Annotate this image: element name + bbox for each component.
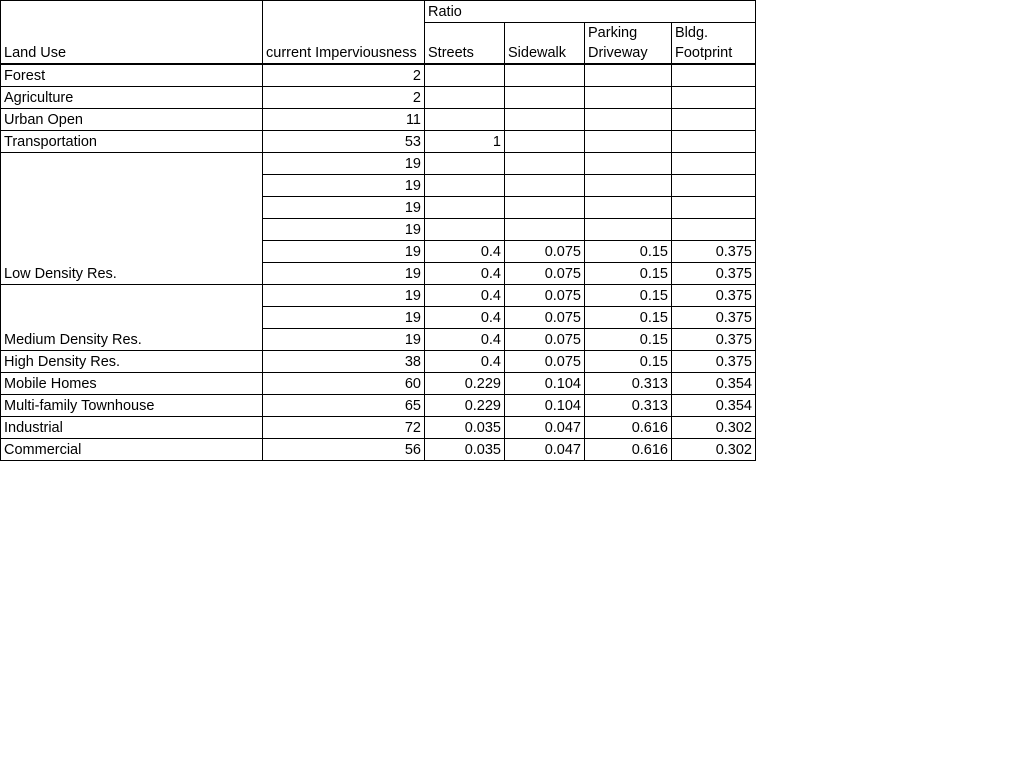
cell-land-use[interactable]: Urban Open [1, 109, 263, 131]
cell-parking[interactable]: 0.15 [585, 241, 672, 263]
table-row [1, 417, 756, 439]
cell-sidewalk[interactable]: 0.075 [505, 329, 585, 351]
cell-parking[interactable]: 0.313 [585, 373, 672, 395]
cell-impervious[interactable]: 19 [263, 285, 425, 307]
cell-streets[interactable]: 0.229 [425, 395, 505, 417]
cell-streets[interactable]: 0.4 [425, 307, 505, 329]
header-bldg-line2: Footprint [675, 45, 733, 61]
cell-bldg[interactable] [672, 197, 756, 219]
cell-bldg[interactable] [672, 219, 756, 241]
cell-bldg[interactable]: 0.375 [672, 241, 756, 263]
cell-bldg[interactable]: 0.375 [672, 285, 756, 307]
cell-streets[interactable]: 0.4 [425, 329, 505, 351]
cell-bldg[interactable]: 0.302 [672, 417, 756, 439]
cell-bldg[interactable] [672, 109, 756, 131]
cell-sidewalk[interactable]: 0.104 [505, 373, 585, 395]
cell-parking[interactable] [585, 197, 672, 219]
cell-impervious[interactable]: 11 [263, 109, 425, 131]
cell-land-use[interactable]: Industrial [1, 417, 263, 439]
cell-sidewalk[interactable]: 0.047 [505, 417, 585, 439]
cell-land-use-low-density[interactable]: Low Density Res. [1, 153, 263, 285]
cell-sidewalk[interactable] [505, 197, 585, 219]
cell-bldg[interactable]: 0.375 [672, 263, 756, 285]
cell-streets[interactable] [425, 175, 505, 197]
cell-sidewalk[interactable]: 0.104 [505, 395, 585, 417]
table-row [1, 351, 756, 373]
table-row [1, 373, 756, 395]
cell-bldg[interactable]: 0.302 [672, 439, 756, 461]
cell-land-use[interactable]: Multi-family Townhouse [1, 395, 263, 417]
cell-bldg[interactable]: 0.354 [672, 373, 756, 395]
cell-streets[interactable] [425, 109, 505, 131]
table-row [1, 395, 756, 417]
cell-bldg[interactable]: 0.375 [672, 307, 756, 329]
cell-impervious[interactable]: 2 [263, 87, 425, 109]
cell-sidewalk[interactable]: 0.075 [505, 241, 585, 263]
header-impervious[interactable]: current Imperviousness [263, 1, 425, 65]
header-parking-line1: Parking [588, 25, 638, 41]
cell-sidewalk[interactable] [505, 175, 585, 197]
cell-streets[interactable] [425, 197, 505, 219]
cell-land-use[interactable]: Forest [1, 64, 263, 87]
cell-bldg[interactable] [672, 175, 756, 197]
cell-sidewalk[interactable]: 0.075 [505, 285, 585, 307]
cell-bldg[interactable] [672, 153, 756, 175]
cell-impervious[interactable]: 2 [263, 64, 425, 87]
cell-streets[interactable]: 0.229 [425, 373, 505, 395]
cell-parking[interactable] [585, 175, 672, 197]
table-row [1, 131, 756, 153]
cell-impervious[interactable]: 19 [263, 263, 425, 285]
header-bldg-line1: Bldg. [675, 25, 709, 41]
cell-impervious[interactable]: 72 [263, 417, 425, 439]
cell-land-use[interactable]: Transportation [1, 131, 263, 153]
cell-impervious[interactable]: 19 [263, 153, 425, 175]
cell-streets[interactable]: 0.4 [425, 351, 505, 373]
cell-impervious[interactable]: 19 [263, 197, 425, 219]
cell-streets[interactable]: 1 [425, 131, 505, 153]
cell-streets[interactable]: 0.035 [425, 417, 505, 439]
cell-parking[interactable] [585, 131, 672, 153]
cell-impervious[interactable]: 53 [263, 131, 425, 153]
cell-sidewalk[interactable] [505, 64, 585, 87]
cell-bldg[interactable]: 0.354 [672, 395, 756, 417]
cell-sidewalk[interactable] [505, 87, 585, 109]
cell-parking[interactable] [585, 153, 672, 175]
cell-bldg[interactable] [672, 87, 756, 109]
cell-sidewalk[interactable]: 0.075 [505, 263, 585, 285]
cell-parking[interactable]: 0.616 [585, 439, 672, 461]
cell-impervious[interactable]: 60 [263, 373, 425, 395]
cell-impervious[interactable]: 56 [263, 439, 425, 461]
cell-sidewalk[interactable] [505, 153, 585, 175]
cell-parking[interactable] [585, 109, 672, 131]
cell-parking[interactable]: 0.15 [585, 351, 672, 373]
cell-parking[interactable]: 0.15 [585, 285, 672, 307]
header-land-use[interactable]: Land Use [1, 1, 263, 65]
cell-land-use[interactable]: Commercial [1, 439, 263, 461]
cell-sidewalk[interactable] [505, 131, 585, 153]
cell-parking[interactable]: 0.15 [585, 329, 672, 351]
header-streets[interactable] [425, 23, 505, 65]
cell-parking[interactable]: 0.15 [585, 263, 672, 285]
header-parking-driveway[interactable] [585, 23, 672, 65]
cell-impervious[interactable]: 19 [263, 329, 425, 351]
cell-streets[interactable]: 0.4 [425, 263, 505, 285]
cell-impervious[interactable]: 19 [263, 175, 425, 197]
cell-streets[interactable] [425, 219, 505, 241]
header-bldg-footprint[interactable] [672, 23, 756, 65]
header-ratio[interactable]: Ratio [425, 1, 756, 23]
table-row [1, 64, 756, 87]
table-row [1, 109, 756, 131]
cell-land-use-medium-density[interactable]: Medium Density Res. [1, 285, 263, 351]
cell-impervious[interactable]: 38 [263, 351, 425, 373]
cell-bldg[interactable] [672, 64, 756, 87]
land-use-table [0, 0, 756, 461]
cell-land-use[interactable]: Mobile Homes [1, 373, 263, 395]
cell-impervious[interactable]: 65 [263, 395, 425, 417]
cell-land-use[interactable]: High Density Res. [1, 351, 263, 373]
cell-streets[interactable]: 0.4 [425, 241, 505, 263]
table-row [1, 285, 756, 307]
cell-sidewalk[interactable] [505, 219, 585, 241]
header-row-1 [1, 1, 756, 23]
cell-sidewalk[interactable]: 0.075 [505, 307, 585, 329]
cell-sidewalk[interactable]: 0.075 [505, 351, 585, 373]
cell-streets[interactable] [425, 64, 505, 87]
cell-sidewalk[interactable]: 0.047 [505, 439, 585, 461]
header-parking-line2: Driveway [588, 45, 648, 61]
cell-bldg[interactable]: 0.375 [672, 351, 756, 373]
cell-bldg[interactable] [672, 131, 756, 153]
cell-bldg[interactable]: 0.375 [672, 329, 756, 351]
header-sidewalk-label: Sidewalk [508, 45, 567, 61]
cell-parking[interactable] [585, 87, 672, 109]
cell-impervious[interactable]: 19 [263, 307, 425, 329]
cell-parking[interactable]: 0.15 [585, 307, 672, 329]
cell-impervious[interactable]: 19 [263, 219, 425, 241]
cell-streets[interactable]: 0.035 [425, 439, 505, 461]
cell-streets[interactable] [425, 87, 505, 109]
cell-parking[interactable] [585, 219, 672, 241]
cell-land-use[interactable]: Agriculture [1, 87, 263, 109]
header-streets-label: Streets [428, 45, 474, 61]
cell-parking[interactable]: 0.616 [585, 417, 672, 439]
cell-streets[interactable] [425, 153, 505, 175]
header-sidewalk[interactable] [505, 23, 585, 65]
cell-parking[interactable]: 0.313 [585, 395, 672, 417]
cell-sidewalk[interactable] [505, 109, 585, 131]
table-row [1, 439, 756, 461]
table-row [1, 153, 756, 175]
cell-streets[interactable]: 0.4 [425, 285, 505, 307]
cell-parking[interactable] [585, 64, 672, 87]
table-row [1, 87, 756, 109]
cell-impervious[interactable]: 19 [263, 241, 425, 263]
